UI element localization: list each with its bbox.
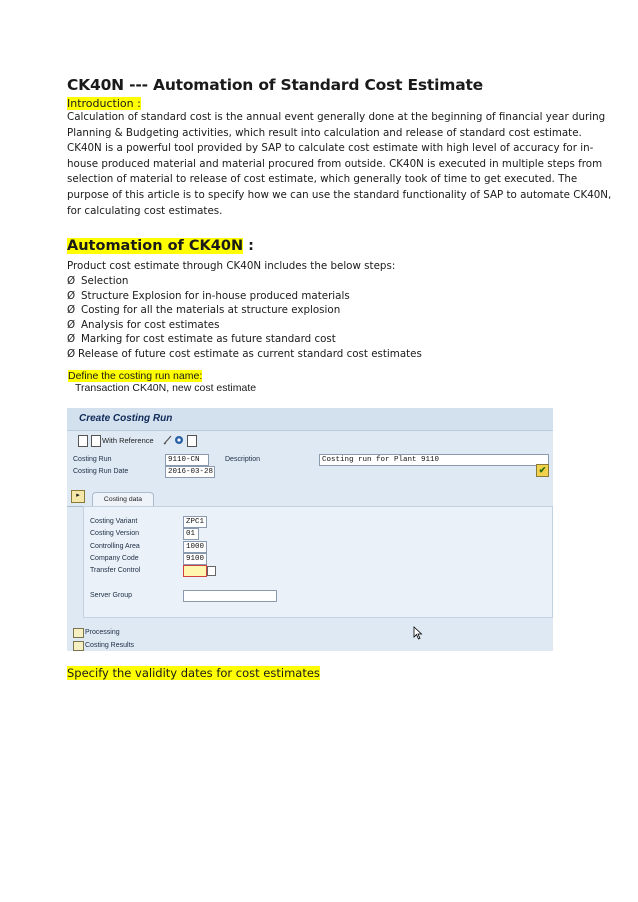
costing-variant-label: Costing Variant — [90, 518, 138, 525]
list-item — [67, 274, 422, 289]
with-reference-button[interactable]: With Reference — [102, 436, 154, 445]
section-heading — [67, 238, 254, 254]
costing-results-label[interactable]: Costing Results — [85, 642, 135, 649]
steps-list — [67, 274, 422, 362]
section-heading-colon: : — [248, 238, 254, 254]
transfer-control-label: Transfer Control — [90, 567, 141, 574]
bullet-icon: Ø — [67, 275, 76, 287]
tab-menu-icon[interactable]: ▸ — [71, 490, 85, 503]
sap-title-bar — [67, 408, 553, 431]
list-item — [67, 303, 422, 318]
step-text: Analysis for cost estimates — [81, 318, 220, 331]
intro-line: purpose of this article is to specify how we can use the standard functionality of SAP to automate CK40N, — [67, 188, 612, 201]
bullet-icon: Ø — [67, 347, 76, 360]
costing-run-label: Costing Run — [73, 456, 112, 463]
list-item — [67, 332, 422, 347]
tabstrip — [67, 488, 553, 507]
intro-line: Planning & Budgeting activities, which result into calculation and release of standard cost estimate. — [67, 126, 582, 139]
intro-line: for calculating cost estimates. — [67, 204, 223, 217]
sap-toolbar — [67, 431, 553, 449]
step-text: Costing for all the materials at structure explosion — [81, 304, 341, 317]
transaction-note: Transaction CK40N, new cost estimate — [75, 382, 257, 394]
processing-icon[interactable] — [73, 628, 84, 638]
step-text: Selection — [81, 275, 129, 287]
server-group-field[interactable] — [183, 590, 277, 602]
company-code-field[interactable]: 9100 — [183, 553, 207, 565]
controlling-area-label: Controlling Area — [90, 543, 140, 550]
costing-data-panel — [83, 506, 553, 618]
intro-line: CK40N is a powerful tool provided by SAP to calculate cost estimate with high level of accuracy for in- — [67, 142, 594, 155]
intro-label — [67, 97, 141, 110]
company-code-label: Company Code — [90, 555, 139, 562]
description-field[interactable]: Costing run for Plant 9110 — [319, 454, 549, 466]
costing-run-field[interactable]: 9110-CN — [165, 454, 209, 466]
transfer-control-field[interactable] — [183, 565, 207, 577]
costing-version-label: Costing Version — [90, 530, 140, 537]
section-heading-text: Automation of CK40N — [67, 238, 244, 254]
define-heading-text: Define the costing run name: — [68, 370, 203, 382]
intro-line: selection of material to release of cost estimate, which generally took of time to get executed. The — [67, 173, 578, 186]
intro-line: house produced material and material procured from outside. CK40N is executed in multiple steps from — [67, 157, 603, 170]
tab-costing-data[interactable]: Costing data — [92, 492, 154, 506]
new-document-icon[interactable] — [78, 435, 88, 447]
bullet-icon: Ø — [67, 304, 76, 317]
description-label: Description — [225, 456, 261, 463]
settings-icon[interactable] — [174, 435, 184, 445]
validity-heading-text: Specify the validity dates for cost estimates — [67, 666, 320, 680]
with-reference-icon[interactable] — [91, 435, 101, 447]
costing-results-icon[interactable] — [73, 641, 84, 651]
costing-run-date-field[interactable]: 2016-03-28 — [165, 466, 215, 478]
steps-intro: Product cost estimate through CK40N includes the below steps: — [67, 260, 396, 272]
step-text: Structure Explosion for in-house produced materials — [81, 289, 350, 302]
list-item — [67, 347, 422, 362]
check-icon[interactable]: ✔ — [536, 464, 549, 477]
step-text: Marking for cost estimate as future standard cost — [81, 333, 336, 346]
value-help-icon[interactable] — [207, 566, 216, 576]
list-item — [67, 318, 422, 333]
sap-window — [67, 408, 553, 651]
intro-label-text: Introduction : — [67, 97, 141, 110]
validity-heading — [67, 666, 320, 680]
document-icon[interactable] — [187, 435, 197, 447]
document-title: CK40N --- Automation of Standard Cost Estimate — [67, 76, 483, 94]
list-item — [67, 289, 422, 304]
bullet-icon: Ø — [67, 318, 76, 331]
costing-variant-field[interactable]: ZPC1 — [183, 516, 207, 528]
costing-run-date-label: Costing Run Date — [73, 468, 129, 475]
processing-label[interactable]: Processing — [85, 629, 120, 636]
step-text: Release of future cost estimate as current standard cost estimates — [78, 347, 422, 360]
edit-icon[interactable] — [163, 435, 172, 445]
intro-line: Calculation of standard cost is the annual event generally done at the beginning of financial year during — [67, 111, 606, 123]
controlling-area-field[interactable]: 1000 — [183, 541, 207, 553]
bullet-icon: Ø — [67, 333, 76, 346]
server-group-label: Server Group — [90, 592, 133, 599]
bullet-icon: Ø — [67, 289, 76, 302]
mouse-cursor-icon — [413, 626, 423, 640]
sap-window-title: Create Costing Run — [79, 413, 173, 424]
intro-paragraph — [67, 110, 612, 219]
define-heading — [68, 370, 202, 382]
costing-version-field[interactable]: 01 — [183, 528, 199, 540]
